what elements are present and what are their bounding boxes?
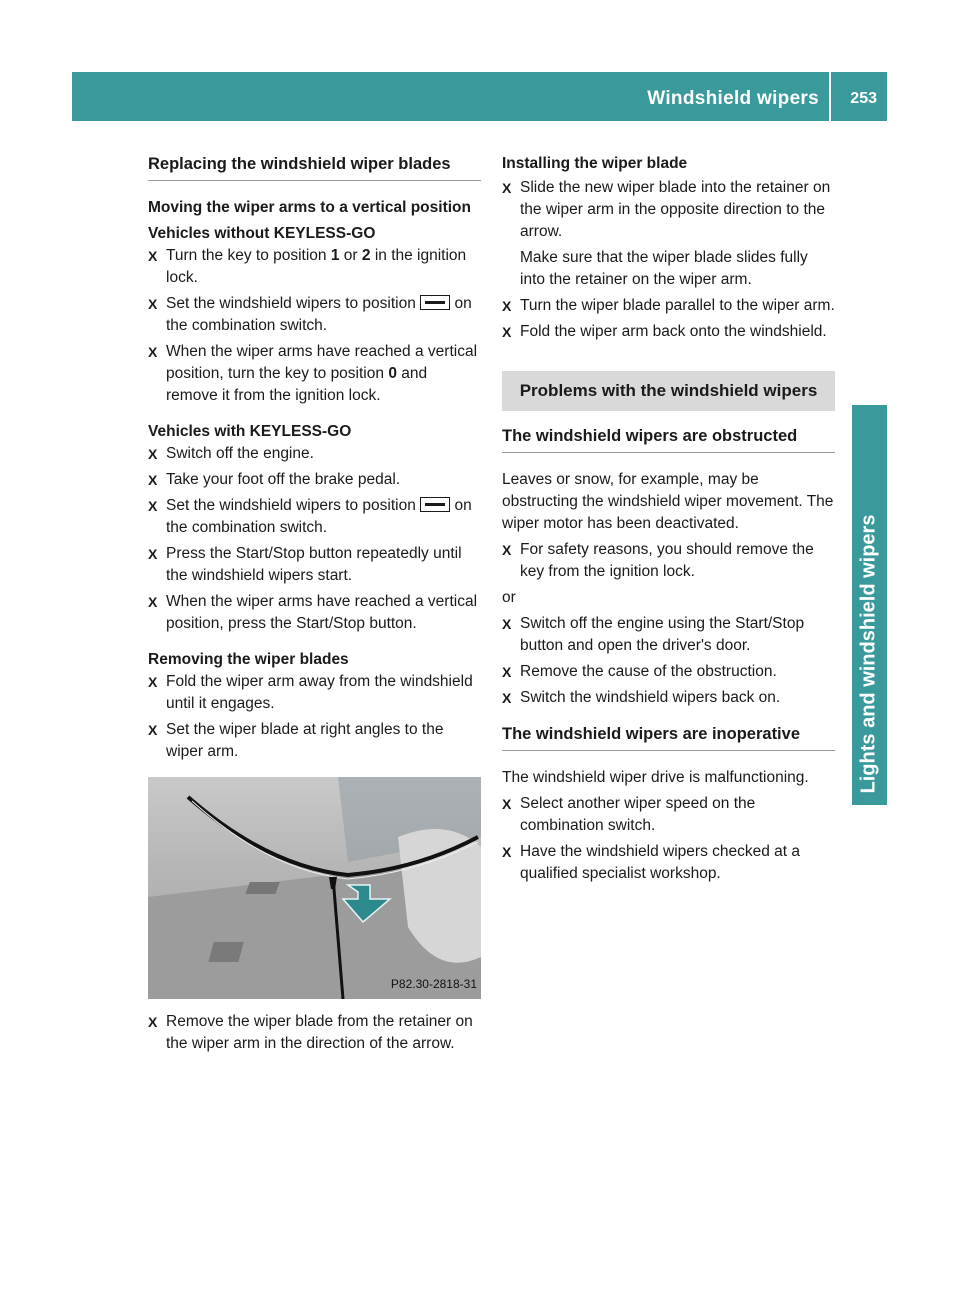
obstructed-intro: Leaves or snow, for example, may be obstructing the windshield wiper movement. The wiper motor has been deactivated. bbox=[502, 471, 834, 532]
step-marker-icon: X bbox=[502, 690, 512, 706]
step-item: X Select another wiper speed on the combination switch. bbox=[502, 795, 756, 834]
step-marker-icon: X bbox=[148, 446, 158, 462]
right-column bbox=[502, 153, 835, 889]
wiper-position-icon bbox=[420, 295, 450, 310]
vent-upper bbox=[245, 882, 279, 894]
step-marker-icon: X bbox=[148, 674, 158, 690]
removing-heading: Removing the wiper blades bbox=[148, 651, 349, 668]
step-item: X Switch the windshield wipers back on. bbox=[502, 687, 835, 709]
step-marker-icon: X bbox=[148, 594, 158, 610]
moving-heading: Moving the wiper arms to a vertical position bbox=[148, 199, 471, 216]
step-item: X Turn the wiper blade parallel to the wiper arm. bbox=[502, 295, 835, 317]
step-marker-icon: X bbox=[502, 180, 512, 196]
vent-lower bbox=[208, 942, 243, 962]
step-item: X Switch off the engine. bbox=[148, 443, 481, 465]
step-marker-icon: X bbox=[502, 298, 512, 314]
step-item: X When the wiper arms have reached a vertical position, turn the key to position 0 and remove it from the ignition lock. bbox=[148, 343, 478, 404]
problems-banner: Problems with the windshield wipers bbox=[502, 371, 835, 411]
step-marker-icon: X bbox=[502, 844, 512, 860]
step-marker-icon: X bbox=[502, 796, 512, 812]
step-item: X Take your foot off the brake pedal. bbox=[148, 469, 481, 491]
step-item: X Turn the key to position 1 or 2 in the ignition lock. bbox=[148, 247, 467, 286]
figure-code: P82.30-2818-31 bbox=[390, 977, 477, 991]
step-item: X Set the windshield wipers to position on the combination switch. bbox=[148, 497, 472, 536]
step-item: X Press the Start/Stop button repeatedly until the windshield wipers start. bbox=[148, 545, 462, 584]
step-item: X Remove the wiper blade from the retainer on the wiper arm in the direction of the arrow. bbox=[148, 1013, 473, 1052]
step-marker-icon: X bbox=[148, 1014, 158, 1030]
step-item: X Have the windshield wipers checked at a qualified specialist workshop. bbox=[502, 843, 801, 882]
obstructed-title: The windshield wipers are obstructed bbox=[502, 425, 835, 453]
page-number: 253 bbox=[850, 90, 877, 107]
step-item: X Fold the wiper arm away from the windshield until it engages. bbox=[148, 673, 473, 712]
step-marker-icon: X bbox=[502, 324, 512, 340]
step-marker-icon: X bbox=[148, 722, 158, 738]
step-marker-icon: X bbox=[148, 296, 158, 312]
no-keyless-heading: Vehicles without KEYLESS-GO bbox=[148, 225, 376, 242]
header-divider bbox=[829, 72, 831, 121]
step-marker-icon: X bbox=[502, 664, 512, 680]
installing-heading: Installing the wiper blade bbox=[502, 155, 688, 172]
side-tab-label: Lights and windshield wipers bbox=[857, 514, 880, 794]
inoperative-title: The windshield wipers are inoperative bbox=[502, 723, 835, 751]
step-marker-icon: X bbox=[502, 616, 512, 632]
step-item: X For safety reasons, you should remove the key from the ignition lock. bbox=[502, 541, 814, 580]
step-marker-icon: X bbox=[502, 542, 512, 558]
step-item: X Switch off the engine using the Start/Stop button and open the driver's door. bbox=[502, 615, 805, 654]
step-item: X Fold the wiper arm back onto the windshield. bbox=[502, 321, 835, 343]
section-title-replacing: Replacing the windshield wiper blades bbox=[148, 153, 481, 181]
wiper-blade-figure bbox=[148, 777, 481, 999]
step-item: X Remove the cause of the obstruction. bbox=[502, 661, 835, 683]
step-item: X Set the windshield wipers to position on the combination switch. bbox=[148, 295, 472, 334]
keyless-heading: Vehicles with KEYLESS-GO bbox=[148, 423, 352, 440]
wiper-illustration bbox=[148, 777, 481, 999]
step-marker-icon: X bbox=[148, 498, 158, 514]
inoperative-intro: The windshield wiper drive is malfunctioning. bbox=[502, 769, 809, 786]
step-marker-icon: X bbox=[148, 248, 158, 264]
header-title: Windshield wipers bbox=[647, 88, 819, 109]
header-bar bbox=[72, 72, 887, 121]
wiper-position-icon bbox=[420, 497, 450, 512]
or-text: or bbox=[502, 589, 516, 606]
step-marker-icon: X bbox=[148, 344, 158, 360]
step-marker-icon: X bbox=[148, 546, 158, 562]
step-marker-icon: X bbox=[148, 472, 158, 488]
left-column bbox=[148, 153, 481, 1059]
step-item: X Set the wiper blade at right angles to the wiper arm. bbox=[148, 721, 444, 760]
step-item: X Slide the new wiper blade into the retainer on the wiper arm in the opposite direction to the arrow. Make sure that the wiper blade slides fully into the retainer on the wiper arm. bbox=[502, 179, 831, 288]
step-item: X When the wiper arms have reached a vertical position, press the Start/Stop button. bbox=[148, 593, 478, 632]
